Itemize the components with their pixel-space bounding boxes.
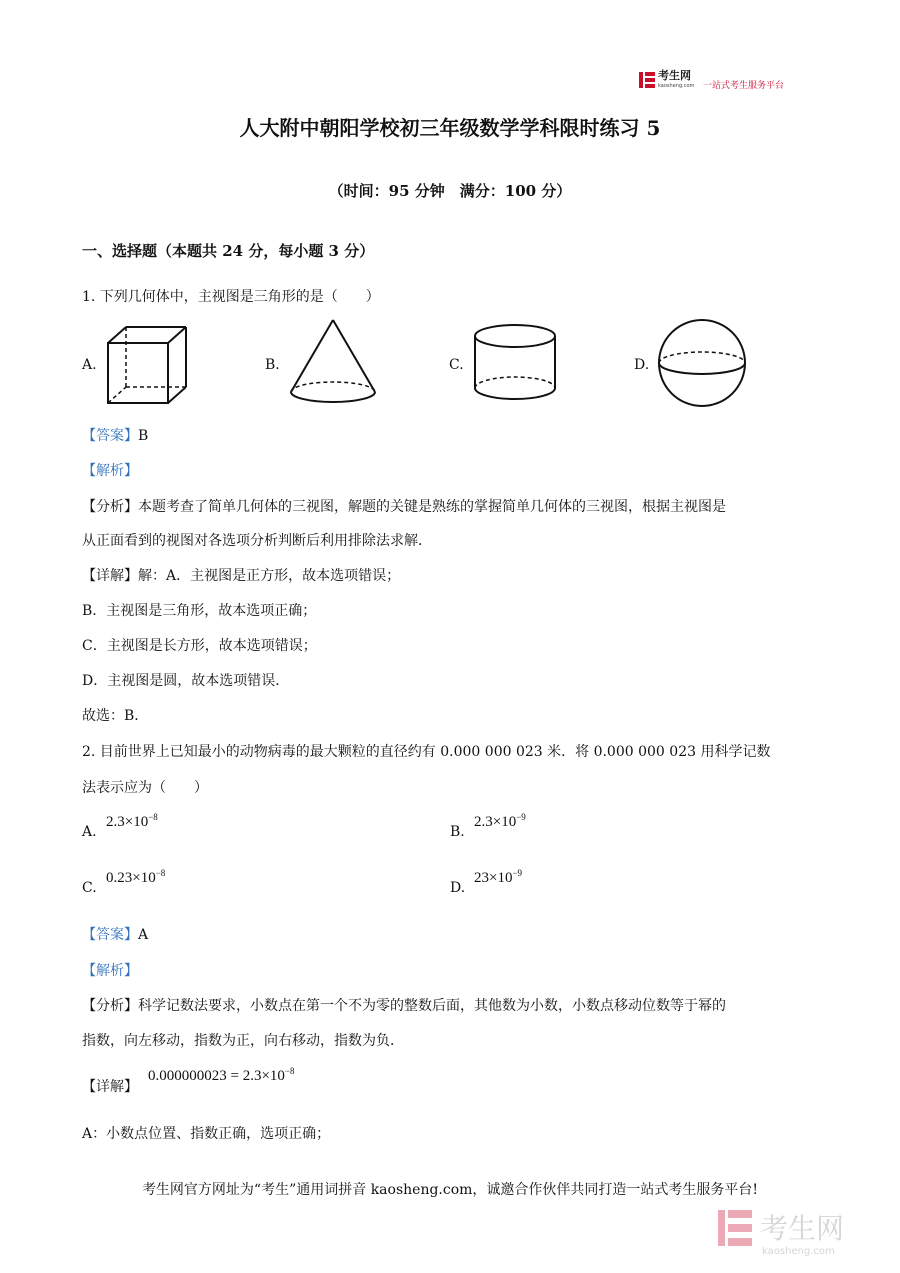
- q2-option-d-label: D.: [450, 880, 466, 896]
- expr-base: 0.000000023 = 2.3×10: [148, 1068, 285, 1084]
- q2-option-c-expr: [106, 868, 165, 887]
- q2-detail-label: 【详解】: [82, 1079, 138, 1095]
- sphere-icon: [655, 318, 749, 408]
- page-footer: 考生网官方网址为“考生”通用词拼音 kaosheng.com，诚邀合作伙伴共同打造一站式考生服务平台!: [141, 1182, 759, 1198]
- q2-option-b-label: B.: [450, 824, 465, 840]
- expr-base: 2.3×10: [474, 814, 517, 830]
- cube-icon: [100, 323, 192, 407]
- watermark-domain: kaosheng.com: [762, 1246, 835, 1257]
- q2-stem-line1: 2. 目前世界上已知最小的动物病毒的最大颗粒的直径约有 0.000 000 023 米．将 0.000 000 023 用科学记数: [82, 744, 771, 760]
- logo-domain: kaosheng.com: [658, 83, 695, 89]
- q2-analysis-tag: 【解析】: [82, 963, 138, 979]
- expr-base: 0.23×10: [106, 870, 156, 886]
- q1-detail-line4: D．主视图是圆，故本选项错误．: [82, 673, 290, 689]
- q2-answer: [82, 925, 148, 945]
- q2-detail-a: A：小数点位置、指数正确，选项正确；: [82, 1126, 331, 1142]
- expr-exponent: −9: [516, 812, 526, 822]
- logo-slogan: 一站式考生服务平台: [703, 81, 785, 91]
- q2-option-a-expr: [106, 812, 158, 831]
- q1-option-a-label: A.: [82, 357, 97, 373]
- q1-detail-line1: 【详解】解：A．主视图是正方形，故本选项错误；: [82, 568, 401, 584]
- page-title: 人大附中朝阳学校初三年级数学学科限时练习 5: [239, 116, 661, 140]
- expr-exponent: −8: [284, 1066, 295, 1076]
- q1-answer-value: B: [138, 428, 149, 444]
- q2-option-d-expr: [474, 868, 522, 887]
- expr-base: 2.3×10: [106, 814, 149, 830]
- cone-icon: [286, 318, 380, 404]
- q2-detail-expr: [148, 1066, 295, 1085]
- q2-option-c-label: C.: [82, 880, 97, 896]
- answer-tag: 【答案】: [82, 927, 138, 943]
- logo-name: 考生网: [658, 69, 691, 82]
- kaosheng-logo-icon: [638, 71, 656, 89]
- q1-analysis-tag: 【解析】: [82, 463, 138, 479]
- cylinder-icon: [470, 322, 560, 402]
- q1-detail-line3: C．主视图是长方形，故本选项错误；: [82, 638, 317, 654]
- q1-stem: 1. 下列几何体中，主视图是三角形的是（ ）: [82, 289, 380, 305]
- kaosheng-watermark: [716, 1204, 876, 1258]
- q2-answer-value: A: [138, 927, 149, 943]
- q1-answer: [82, 426, 148, 446]
- q1-option-c-label: C.: [449, 357, 464, 373]
- q2-option-b-expr: [474, 812, 526, 831]
- q2-fenxi-line2: 指数，向左移动，指数为正，向右移动，指数为负．: [82, 1033, 404, 1049]
- q2-fenxi-line1: 【分析】科学记数法要求，小数点在第一个不为零的整数后面，其他数为小数，小数点移动位数等于幂的: [82, 998, 726, 1014]
- page-subtitle: （时间：95 分钟 满分：100 分）: [328, 182, 572, 200]
- q1-fenxi-line1: 【分析】本题考查了简单几何体的三视图，解题的关键是熟练的掌握简单几何体的三视图，根据主视图是: [82, 499, 726, 515]
- q2-option-a-label: A.: [82, 824, 97, 840]
- watermark-name: 考生网: [760, 1212, 845, 1245]
- q1-option-b-label: B.: [265, 357, 280, 373]
- expr-base: 23×10: [474, 870, 513, 886]
- expr-exponent: −9: [512, 868, 523, 878]
- answer-tag: 【答案】: [82, 428, 138, 444]
- q2-stem-line2: 法表示应为（ ）: [82, 780, 208, 796]
- q1-choose: 故选：B．: [82, 708, 149, 724]
- expr-exponent: −8: [148, 812, 158, 822]
- q1-detail-line2: B．主视图是三角形，故本选项正确；: [82, 603, 317, 619]
- q1-fenxi-line2: 从正面看到的视图对各选项分析判断后利用排除法求解．: [82, 533, 432, 549]
- section-heading: 一、选择题（本题共 24 分，每小题 3 分）: [82, 242, 375, 260]
- q1-option-d-label: D.: [634, 357, 650, 373]
- expr-exponent: −8: [155, 868, 166, 878]
